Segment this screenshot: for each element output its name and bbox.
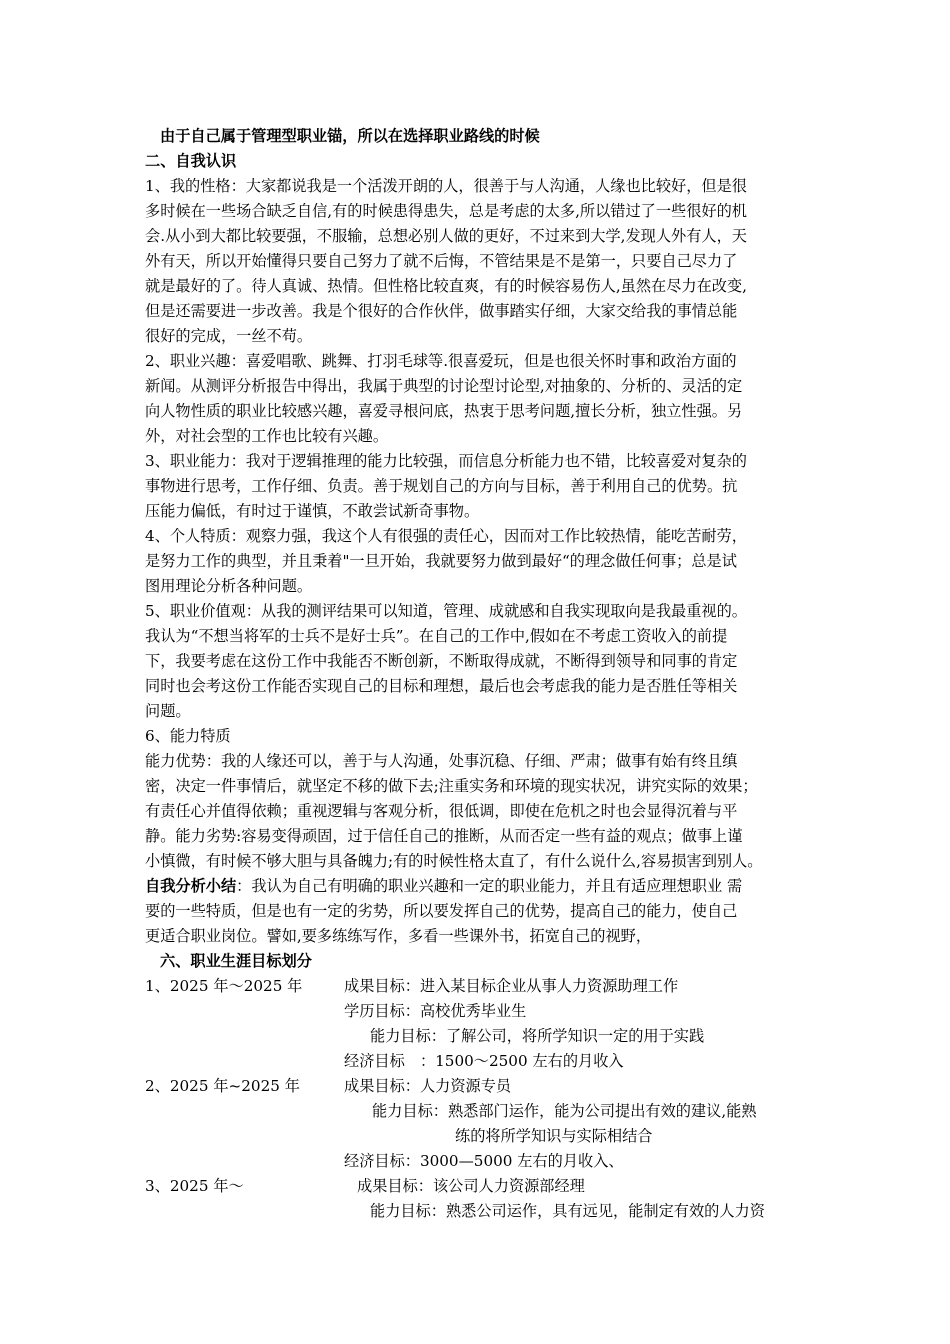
paragraph-interest-line: 新闻。从测评分析报告中得出，我属于典型的讨论型讨论型,对抽象的、分析的、灵活的定	[145, 377, 743, 395]
section-2-title: 二、自我认识	[145, 152, 237, 170]
paragraph-values-line: 问题。	[145, 702, 191, 720]
paragraph-strengths-line: 静。能力劣势:容易变得顽固，过于信任自己的推断，从而否定一些有益的观点；做事上谨	[145, 827, 743, 845]
paragraph-strengths-line: 有责任心并值得依赖；重视逻辑与客观分析，很低调，即使在危机之时也会显得沉着与平	[145, 802, 738, 820]
summary-line: 更适合职业岗位。譬如,要多练练写作，多看一些课外书，拓宽自己的视野，	[145, 927, 652, 945]
paragraph-ability-line: 3、职业能力：我对于逻辑推理的能力比较强，而信息分析能力也不错，比较喜爱对复杂的	[145, 452, 747, 470]
paragraph-ability-line: 压能力偏低，有时过于谨慎，不敢尝试新奇事物。	[145, 502, 480, 520]
paragraph-values-line: 5、职业价值观：从我的测评结果可以知道，管理、成就感和自我实现取向是我最重视的。	[145, 602, 747, 620]
paragraph-interest-line: 向人物性质的职业比较感兴趣，喜爱寻根问底，热衷于思考问题,擅长分析，独立性强。另	[145, 402, 743, 420]
plan-2-ability-goal: 能力目标：熟悉部门运作，能为公司提出有效的建议,能熟	[372, 1102, 757, 1120]
paragraph-personality-line: 外有天，所以开始懂得只要自己努力了就不后悔，不管结果是不是第一，只要自己尽力了	[145, 252, 738, 270]
ability-traits-heading: 6、能力特质	[145, 727, 231, 745]
plan-period-1: 1、2025 年～2025 年	[145, 977, 303, 995]
summary-text: ：我认为自己有明确的职业兴趣和一定的职业能力，并且有适应理想职业 需	[236, 877, 743, 895]
plan-2-ability-goal-cont: 练的将所学知识与实际相结合	[455, 1127, 653, 1145]
paragraph-personality-line: 就是最好的了。待人真诚、热情。但性格比较直爽，有的时候容易伤人,虽然在尽力在改变,	[145, 277, 747, 295]
paragraph-strengths-line: 密，决定一件事情后，就坚定不移的做下去;注重实务和环境的现实状况，讲究实际的效果；	[145, 777, 758, 795]
plan-1-ability-goal: 能力目标：了解公司，将所学知识一定的用于实践	[370, 1027, 705, 1045]
plan-3-ability-goal: 能力目标：熟悉公司运作，具有远见，能制定有效的人力资	[370, 1202, 765, 1220]
paragraph-values-line: 同时也会考这份工作能否实现自己的目标和理想，最后也会考虑我的能力是否胜任等相关	[145, 677, 738, 695]
plan-1-economic-goal: 经济目标 ：1500～2500 左右的月收入	[344, 1052, 624, 1070]
plan-3-result-goal: 成果目标：该公司人力资源部经理	[357, 1177, 585, 1195]
paragraph-personality-line: 会.从小到大都比较要强，不服输，总想必别人做的更好，不过来到大学,发现人外有人，天	[145, 227, 747, 245]
paragraph-values-line: 下，我要考虑在这份工作中我能否不断创新，不断取得成就，不断得到领导和同事的肯定	[145, 652, 738, 670]
summary-first-line	[145, 874, 742, 899]
paragraph-strengths-line: 小慎微，有时候不够大胆与具备魄力;有的时候性格太直了，有什么说什么,容易损害到别人。	[145, 852, 763, 870]
plan-period-2: 2、2025 年~2025 年	[145, 1077, 300, 1095]
summary-line: 要的一些特质，但是也有一定的劣势，所以要发挥自己的优势，提高自己的能力，使自己	[145, 902, 738, 920]
summary-label: 自我分析小结	[145, 877, 237, 895]
paragraph-personality-line: 1、我的性格：大家都说我是一个活泼开朗的人，很善于与人沟通，人缘也比较好，但是很	[145, 177, 747, 195]
paragraph-interest-line: 2、职业兴趣：喜爱唱歌、跳舞、打羽毛球等.很喜爱玩，但是也很关怀时事和政治方面的	[145, 352, 737, 370]
intro-line: 由于自己属于管理型职业锚，所以在选择职业路线的时候	[160, 127, 540, 145]
plan-1-result-goal: 成果目标：进入某目标企业从事人力资源助理工作	[344, 977, 679, 995]
paragraph-personality-line: 多时候在一些场合缺乏自信,有的时候患得患失，总是考虑的太多,所以错过了一些很好的机	[145, 202, 747, 220]
section-6-title: 六、职业生涯目标划分	[160, 952, 312, 970]
paragraph-interest-line: 外，对社会型的工作也比较有兴趣。	[145, 427, 388, 445]
plan-2-result-goal: 成果目标：人力资源专员	[344, 1077, 512, 1095]
paragraph-personality-line: 很好的完成，一丝不苟。	[145, 327, 313, 345]
paragraph-strengths-line: 能力优势：我的人缘还可以，善于与人沟通，处事沉稳、仔细、严肃；做事有始有终且缜	[145, 752, 738, 770]
paragraph-traits-line: 4、个人特质：观察力强，我这个人有很强的责任心，因而对工作比较热情，能吃苦耐劳，	[145, 527, 747, 545]
paragraph-values-line: 我认为“不想当将军的士兵不是好士兵”。在自己的工作中,假如在不考虑工资收入的前提	[145, 627, 728, 645]
paragraph-traits-line: 图用理论分析各种问题。	[145, 577, 313, 595]
plan-2-economic-goal: 经济目标：3000—5000 左右的月收入、	[344, 1152, 624, 1170]
plan-1-education-goal: 学历目标：高校优秀毕业生	[344, 1002, 527, 1020]
paragraph-ability-line: 事物进行思考，工作仔细、负责。善于规划自己的方向与目标，善于利用自己的优势。抗	[145, 477, 738, 495]
plan-period-3: 3、2025 年～	[145, 1177, 244, 1195]
paragraph-personality-line: 但是还需要进一步改善。我是个很好的合作伙伴，做事踏实仔细，大家交给我的事情总能	[145, 302, 738, 320]
paragraph-traits-line: 是努力工作的典型，并且秉着"一旦开始，我就要努力做到最好“的理念做任何事；总是试	[145, 552, 737, 570]
